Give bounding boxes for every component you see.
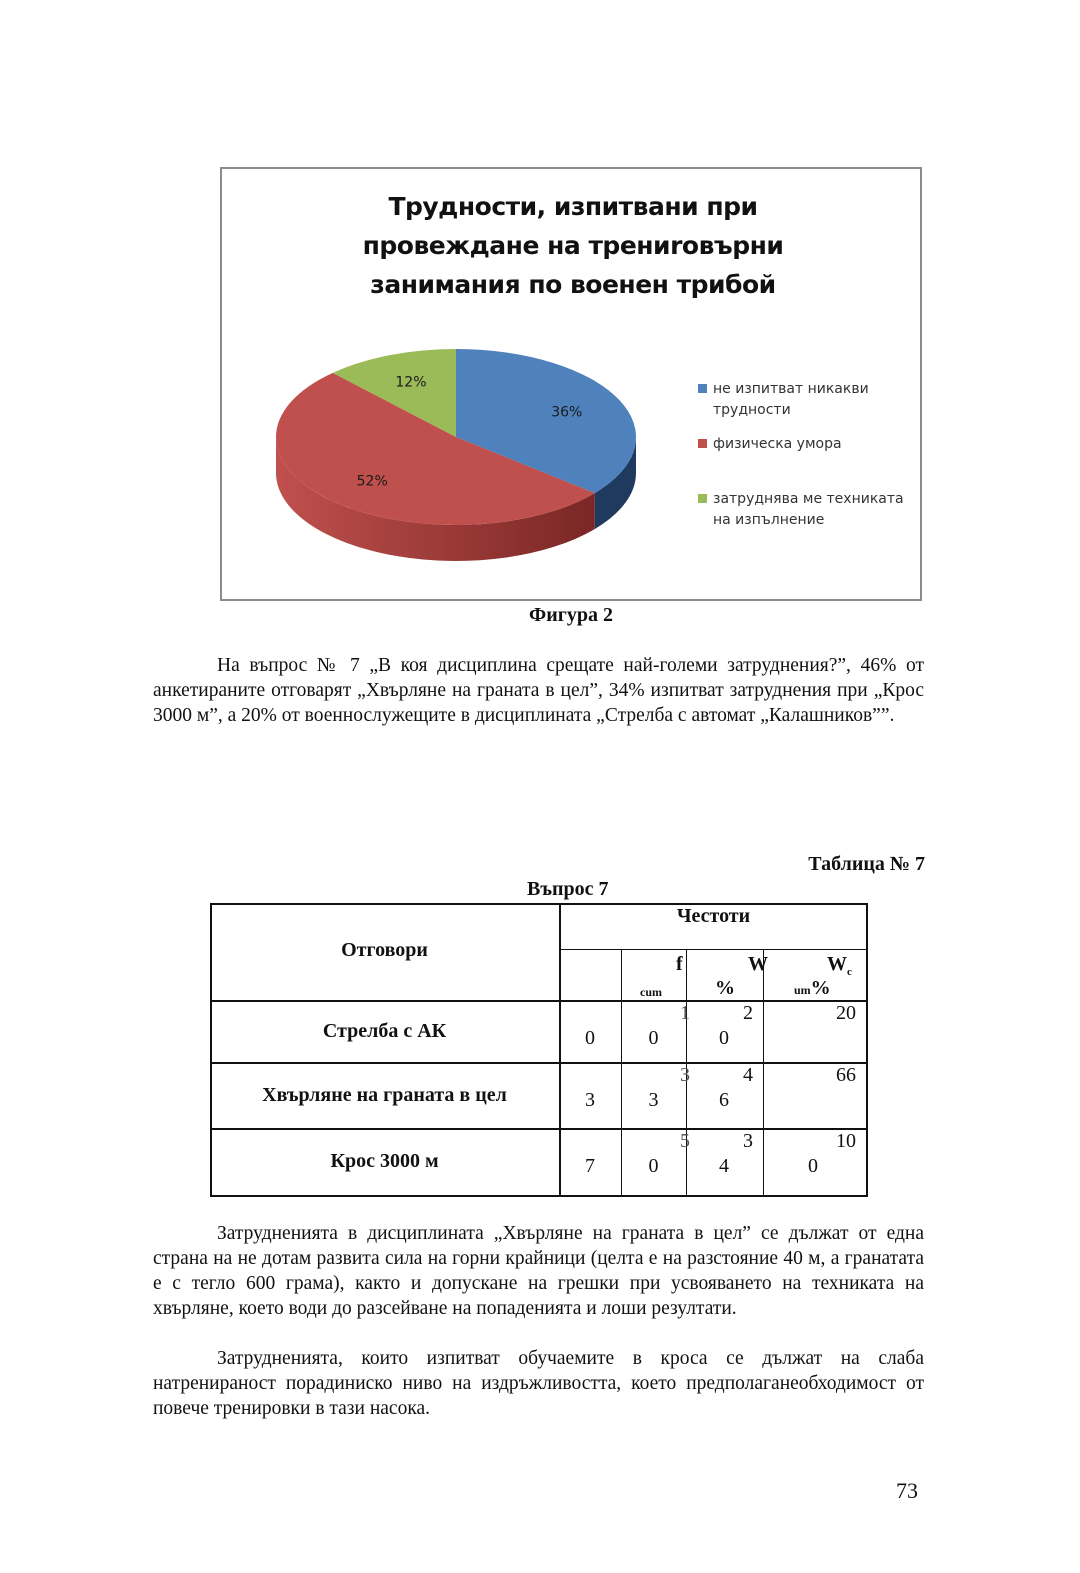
table-cell-value: 20 [836, 1002, 856, 1024]
table-cell-value: 7 [585, 1155, 595, 1177]
paragraph [153, 1221, 924, 1321]
legend-label: затруднява ме техниката [713, 491, 904, 507]
page-number: 73 [896, 1478, 918, 1503]
table-cell-value: 66 [836, 1064, 856, 1086]
table-cell-value: 0 [719, 1027, 729, 1049]
table-cell-value: 3 [648, 1089, 659, 1111]
table-border [866, 903, 868, 1197]
pie-data-label: 52% [356, 473, 388, 490]
legend-label: не изпитват никакви [713, 381, 869, 397]
legend-swatch-blue [698, 384, 707, 393]
header-answers: Отговори [341, 939, 428, 961]
subheader-wcum-sub [794, 977, 831, 1000]
subheader-w-sub: % [715, 977, 735, 999]
legend-item [698, 379, 928, 421]
legend-item [698, 434, 928, 455]
chart-frame [220, 167, 922, 601]
table-cell-value: 0 [648, 1027, 659, 1049]
figure-caption: Фигура 2 [529, 604, 613, 626]
table-label: Таблица № 7 [808, 853, 925, 875]
legend-label: на изпълнение [713, 512, 825, 528]
table-cell-value: 1 [680, 1002, 690, 1024]
row-answer: Хвърляне на граната в цел [262, 1084, 507, 1106]
pie-data-label: 36% [551, 404, 583, 421]
table-cell-value: 4 [743, 1064, 753, 1086]
header-frequencies: Честоти [676, 905, 751, 927]
legend-label: физическа умора [713, 436, 842, 452]
paragraph-text: На въпрос № 7 „В коя дисциплина срещате най-големи затруднения?”, 46% от анкетираните отговарят „Хвърляне на граната в цел”, 34% изпитват затруднения при „Крос 3000 м”, а 20% от военнослужещите в дисциплината „Стрелба с автомат „Калашников””. [153, 655, 924, 726]
paragraph [153, 1346, 924, 1421]
table-cell-value: 6 [719, 1089, 729, 1111]
table-cell-value: 0 [808, 1155, 818, 1177]
chart-title-line: Трудности, изпитвани при [388, 192, 758, 221]
table-border [210, 1195, 868, 1197]
table-cell-value: 10 [836, 1130, 856, 1152]
row-answer: Стрелба с АК [322, 1020, 447, 1042]
legend-swatch-green [698, 494, 707, 503]
table-divider [559, 949, 868, 950]
table-caption: Въпрос 7 [527, 878, 609, 900]
table-cell-value: 3 [743, 1130, 753, 1152]
table-cell-value: 4 [719, 1155, 729, 1177]
pie-data-label: 12% [395, 374, 427, 391]
row-answer: Крос 3000 м [330, 1150, 439, 1172]
legend-label: трудности [713, 402, 791, 418]
subheader-wc-sub: c [847, 966, 852, 978]
table-cell-value: 0 [648, 1155, 659, 1177]
paragraph-text: Затрудненията в дисциплината „Хвърляне на граната в цел” се дължат от една страна на не дотам развита сила на горни крайници (целта е на разстояние 40 м, а гранатата е с тегло 600 грама), както и допускане на грешки при усвояването на техниката на хвърляне, което води до разсейване на попаденията и лоши резултати. [153, 1223, 924, 1319]
subheader-um: um [794, 983, 811, 997]
subheader-w: W [748, 953, 768, 975]
subheader-f: f [676, 953, 683, 975]
subheader-percent: % [810, 977, 831, 999]
table-cell-value: 3 [585, 1089, 595, 1111]
subheader-wc-base: W [827, 953, 847, 975]
paragraph [153, 653, 924, 728]
chart-title-line: занимания по военен трибой [370, 270, 776, 299]
table-cell-value: 2 [743, 1002, 753, 1024]
legend-item [698, 489, 928, 531]
table-divider [559, 903, 561, 1197]
table-cell-value: 5 [680, 1130, 690, 1152]
subheader-wc [827, 953, 852, 978]
table-cell-value: 3 [680, 1064, 690, 1086]
subheader-f-sub: cum [640, 985, 662, 999]
legend-swatch-red [698, 439, 707, 448]
table-cell-value: 0 [585, 1027, 595, 1049]
chart-title-line: провеждане на трениrовърни [362, 231, 784, 260]
paragraph-text: Затрудненията, които изпитват обучаемите в кроса се дължат на слаба натренираност порадиниско ниво на издръжливостта, което предполаганеобходимост от повече тренировки в тази насока. [153, 1348, 924, 1419]
